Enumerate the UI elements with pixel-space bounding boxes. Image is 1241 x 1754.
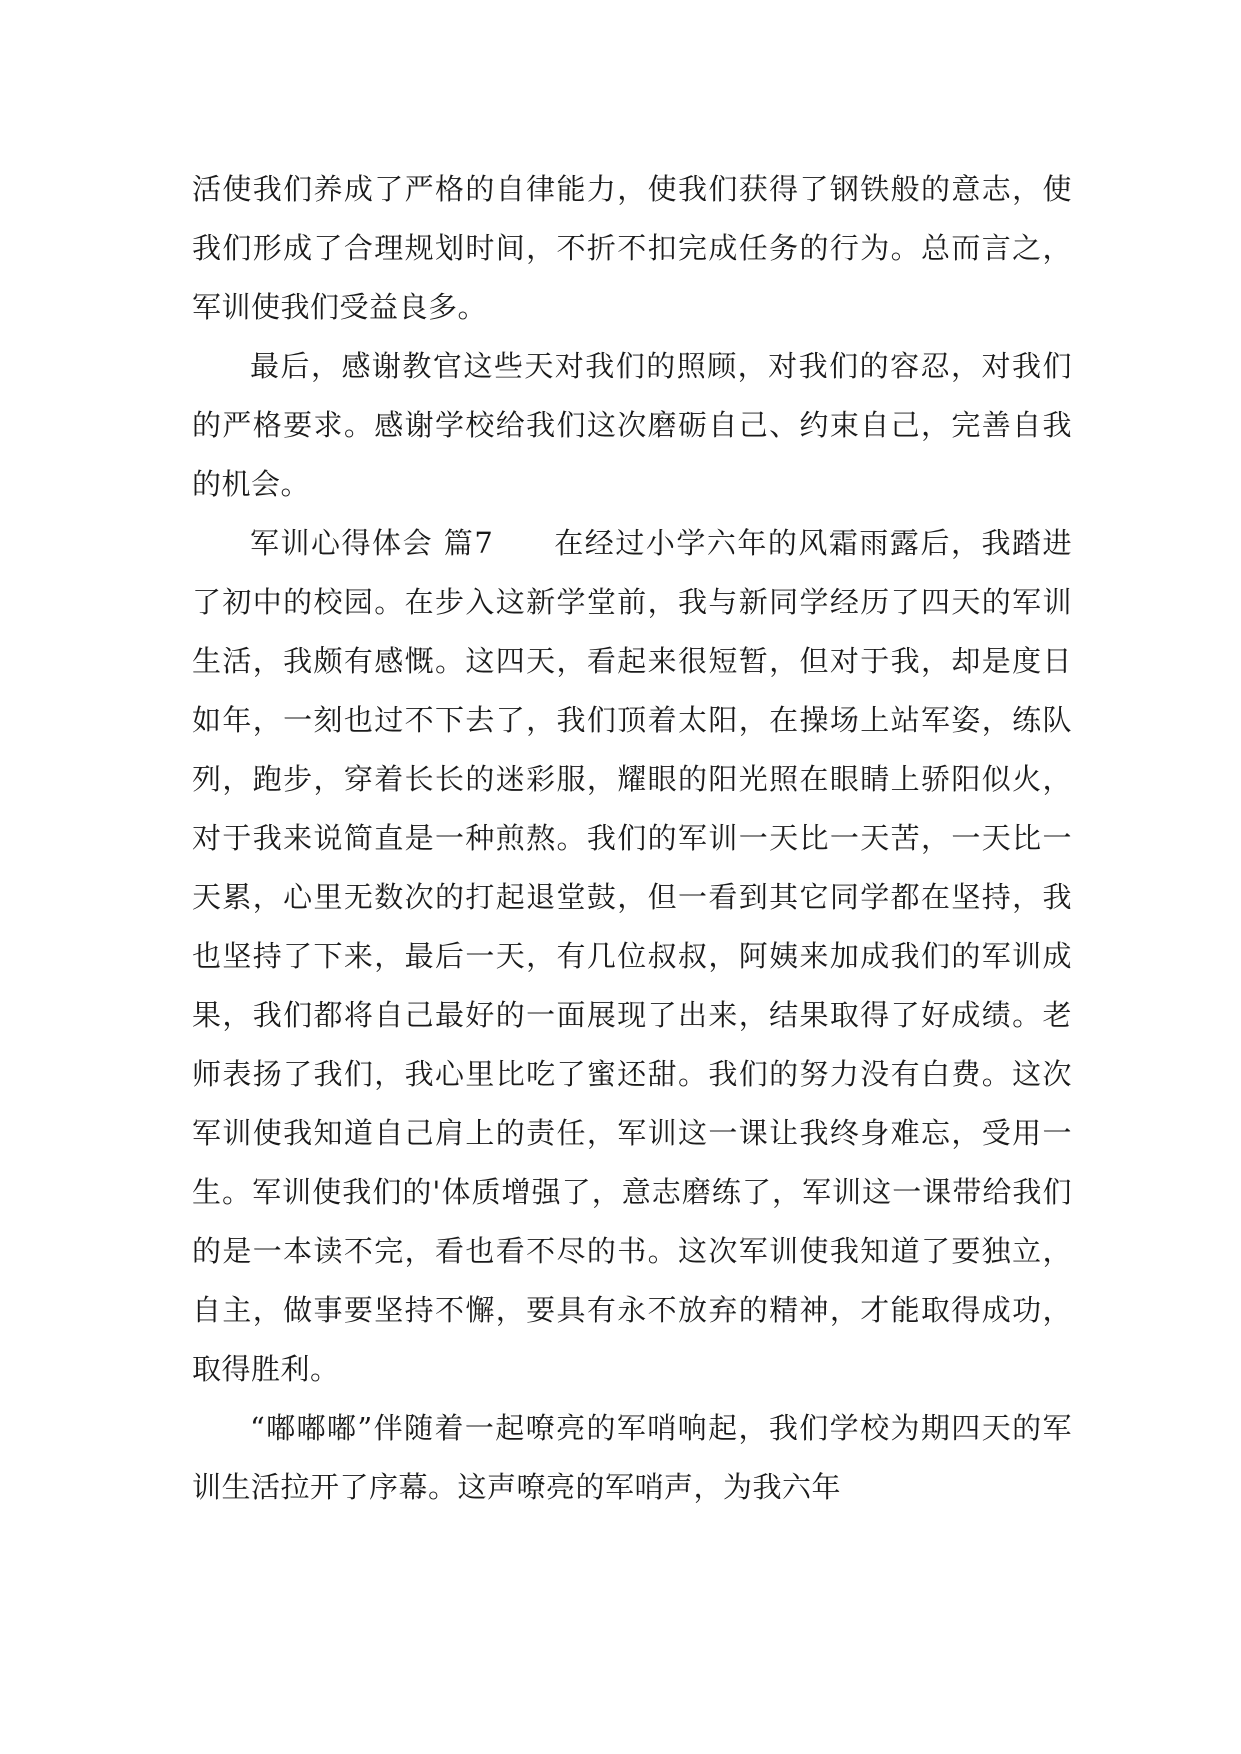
paragraph-4: “嘟嘟嘟”伴随着一起嘹亮的军哨响起，我们学校为期四天的军训生活拉开了序幕。这声嘹亮的军哨声，为我六年	[192, 1411, 1072, 1504]
paragraph-3-body: 在经过小学六年的风霜雨露后，我踏进了初中的校园。在步入这新学堂前，我与新同学经历了四天的军训生活，我颇有感慨。这四天，看起来很短暂，但对于我，却是度日如年，一刻也过不下去了，我们顶着太阳，在操场上站军姿，练队列，跑步，穿着长长的迷彩服，耀眼的阳光照在眼睛上骄阳似火，对于我来说简直是一种煎熬。我们的军训一天比一天苦，一天比一天累，心里无数次的打起退堂鼓，但一看到其它同学都在坚持，我也坚持了下来，最后一天，有几位叔叔，阿姨来加成我们的军训成果，我们都将自己最好的一面展现了出来，结果取得了好成绩。老师表扬了我们，我心里比吃了蜜还甜。我们的努力没有白费。这次军训使我知道自己肩上的责任，军训这一课让我终身难忘，受用一生。军训使我们的'体质增强了，意志磨练了，军训这一课带给我们的是一本读不完，看也看不尽的书。这次军训使我知道了要独立，自主，做事要坚持不懈，要具有永不放弃的精神，才能取得成功，取得胜利。	[192, 526, 1072, 1386]
section-heading: 军训心得体会 篇7	[250, 526, 494, 560]
paragraph-3	[192, 514, 1072, 1399]
document-body	[192, 160, 1072, 1517]
paragraph-1: 活使我们养成了严格的自律能力，使我们获得了钢铁般的意志，使我们形成了合理规划时间，不折不扣完成任务的行为。总而言之，军训使我们受益良多。	[192, 172, 1072, 324]
paragraph-2: 最后，感谢教官这些天对我们的照顾，对我们的容忍，对我们的严格要求。感谢学校给我们这次磨砺自己、约束自己，完善自我的机会。	[192, 349, 1072, 501]
